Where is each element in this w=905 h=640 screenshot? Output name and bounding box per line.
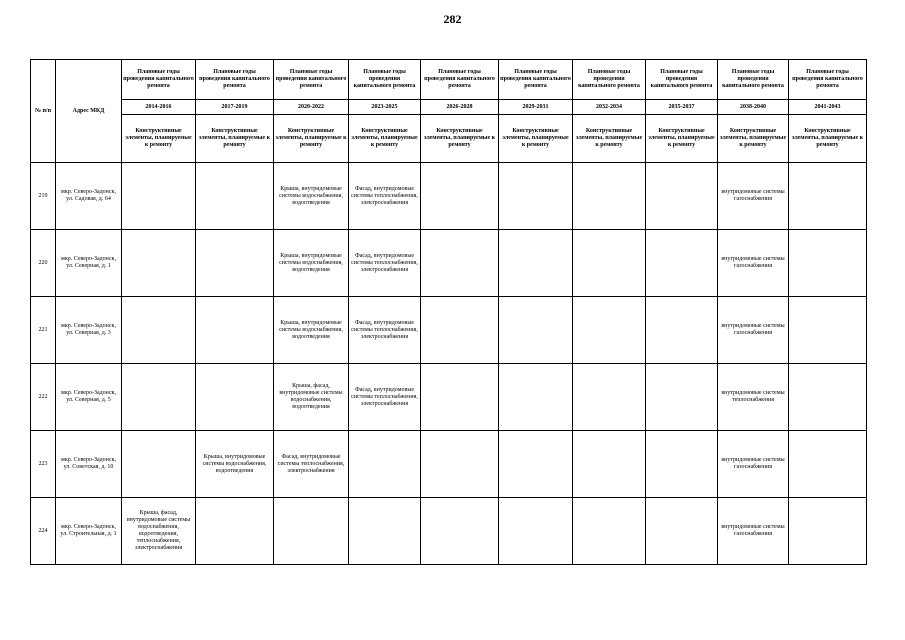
row-cell-2035-2037 (646, 498, 718, 565)
row-cell-2029-2031 (499, 297, 573, 364)
row-cell-2017-2019 (196, 230, 274, 297)
row-number: 222 (31, 364, 56, 431)
row-cell-2023-2025 (349, 498, 421, 565)
header-plan-label: Плановые годы проведения капитального ремонта (646, 60, 718, 100)
row-cell-2038-2040: внутридомовые системы газоснабжения (718, 230, 789, 297)
table-body (31, 163, 867, 565)
row-cell-2032-2034 (573, 431, 646, 498)
row-cell-2032-2034 (573, 498, 646, 565)
row-cell-2014-2016 (122, 230, 196, 297)
row-number: 224 (31, 498, 56, 565)
row-cell-2038-2040: внутридомовые системы газоснабжения (718, 431, 789, 498)
header-years: 2029-2031 (499, 100, 573, 115)
capital-repair-plan-table (30, 59, 867, 565)
row-cell-2029-2031 (499, 163, 573, 230)
row-cell-2017-2019 (196, 498, 274, 565)
row-address: мкр. Северо-Задонск, ул. Северная, д. 3 (56, 297, 122, 364)
row-cell-2035-2037 (646, 431, 718, 498)
row-cell-2038-2040: внутридомовые системы теплоснабжения (718, 364, 789, 431)
header-address: Адрес МКД (56, 60, 122, 163)
row-cell-2014-2016: Крыша, фасад, внутридомовые системы водоснабжения, водоотведения, теплоснабжения, электроснабжения (122, 498, 196, 565)
row-cell-2020-2022: Фасад, внутридомовые системы теплоснабжения, электроснабжения (274, 431, 349, 498)
row-cell-2014-2016 (122, 297, 196, 364)
row-cell-2014-2016 (122, 364, 196, 431)
row-cell-2026-2028 (421, 364, 499, 431)
row-cell-2041-2043 (789, 498, 867, 565)
row-cell-2029-2031 (499, 431, 573, 498)
row-cell-2032-2034 (573, 163, 646, 230)
row-cell-2038-2040: внутридомовые системы газоснабжения (718, 498, 789, 565)
row-number: 223 (31, 431, 56, 498)
header-years: 2032-2034 (573, 100, 646, 115)
header-elements: Конструктивные элементы, планируемые к ремонту (421, 115, 499, 163)
row-address: мкр. Северо-Задонск, ул. Советская, д. 10 (56, 431, 122, 498)
header-plan-label: Плановые годы проведения капитального ремонта (573, 60, 646, 100)
row-address: мкр. Северо-Задонск, ул. Северная, д. 1 (56, 230, 122, 297)
row-cell-2041-2043 (789, 163, 867, 230)
header-plan-label: Плановые годы проведения капитального ремонта (499, 60, 573, 100)
row-address: мкр. Северо-Задонск, ул. Северная, д. 5 (56, 364, 122, 431)
header-elements: Конструктивные элементы, планируемые к ремонту (122, 115, 196, 163)
row-cell-2017-2019 (196, 364, 274, 431)
header-years: 2020-2022 (274, 100, 349, 115)
header-plan-label: Плановые годы проведения капитального ремонта (718, 60, 789, 100)
table-row (31, 364, 867, 431)
table-row (31, 230, 867, 297)
row-cell-2026-2028 (421, 297, 499, 364)
row-cell-2038-2040: внутридомовые системы газоснабжения (718, 163, 789, 230)
header-plan-label: Плановые годы проведения капитального ремонта (274, 60, 349, 100)
row-cell-2014-2016 (122, 431, 196, 498)
row-cell-2020-2022: Крыша, внутридомовые системы водоснабжения, водоотведения (274, 163, 349, 230)
row-cell-2029-2031 (499, 364, 573, 431)
row-cell-2020-2022: Крыша, фасад, внутридомовые системы водоснабжения, водоотведения (274, 364, 349, 431)
row-cell-2041-2043 (789, 431, 867, 498)
row-cell-2017-2019: Крыша, внутридомовые системы водоснабжения, водоотведения (196, 431, 274, 498)
row-cell-2035-2037 (646, 230, 718, 297)
row-cell-2014-2016 (122, 163, 196, 230)
header-years: 2038-2040 (718, 100, 789, 115)
header-elements: Конструктивные элементы, планируемые к ремонту (274, 115, 349, 163)
row-cell-2041-2043 (789, 364, 867, 431)
header-elements: Конструктивные элементы, планируемые к ремонту (789, 115, 867, 163)
row-number: 219 (31, 163, 56, 230)
header-elements: Конструктивные элементы, планируемые к ремонту (349, 115, 421, 163)
header-num: № п/п (31, 60, 56, 163)
row-cell-2032-2034 (573, 364, 646, 431)
row-cell-2020-2022: Крыша, внутридомовые системы водоснабжения, водоотведения (274, 297, 349, 364)
header-elements: Конструктивные элементы, планируемые к ремонту (196, 115, 274, 163)
row-cell-2038-2040: внутридомовые системы газоснабжения (718, 297, 789, 364)
row-cell-2041-2043 (789, 230, 867, 297)
row-cell-2017-2019 (196, 297, 274, 364)
row-address: мкр. Северо-Задонск, ул. Садовая, д. 64 (56, 163, 122, 230)
header-plan-label: Плановые годы проведения капитального ремонта (196, 60, 274, 100)
row-number: 221 (31, 297, 56, 364)
header-elements: Конструктивные элементы, планируемые к ремонту (718, 115, 789, 163)
row-cell-2026-2028 (421, 498, 499, 565)
row-cell-2017-2019 (196, 163, 274, 230)
row-number: 220 (31, 230, 56, 297)
row-cell-2032-2034 (573, 230, 646, 297)
row-cell-2026-2028 (421, 163, 499, 230)
row-address: мкр. Северо-Задонск, ул. Строительная, д. 1 (56, 498, 122, 565)
table-row (31, 498, 867, 565)
page-number: 282 (443, 12, 462, 26)
row-cell-2029-2031 (499, 498, 573, 565)
header-elements: Конструктивные элементы, планируемые к ремонту (499, 115, 573, 163)
row-cell-2035-2037 (646, 297, 718, 364)
row-cell-2023-2025: Фасад, внутридомовые системы теплоснабжения, электроснабжения (349, 297, 421, 364)
header-elements: Конструктивные элементы, планируемые к ремонту (573, 115, 646, 163)
header-years: 2017-2019 (196, 100, 274, 115)
row-cell-2020-2022 (274, 498, 349, 565)
row-cell-2029-2031 (499, 230, 573, 297)
table-row (31, 297, 867, 364)
header-years: 2014-2016 (122, 100, 196, 115)
row-cell-2026-2028 (421, 431, 499, 498)
header-plan-label: Плановые годы проведения капитального ремонта (789, 60, 867, 100)
header-plan-label: Плановые годы проведения капитального ремонта (122, 60, 196, 100)
row-cell-2023-2025: Фасад, внутридомовые системы теплоснабжения, электроснабжения (349, 230, 421, 297)
table-row (31, 163, 867, 230)
header-elements: Конструктивные элементы, планируемые к ремонту (646, 115, 718, 163)
table-row (31, 431, 867, 498)
header-plan-label: Плановые годы проведения капитального ремонта (421, 60, 499, 100)
row-cell-2035-2037 (646, 364, 718, 431)
header-years: 2026-2028 (421, 100, 499, 115)
header-years: 2041-2043 (789, 100, 867, 115)
row-cell-2023-2025: Фасад, внутридомовые системы теплоснабжения, электроснабжения (349, 364, 421, 431)
header-plan-label: Плановые годы проведения капитального ремонта (349, 60, 421, 100)
row-cell-2032-2034 (573, 297, 646, 364)
row-cell-2023-2025 (349, 431, 421, 498)
header-years: 2035-2037 (646, 100, 718, 115)
row-cell-2020-2022: Крыша, внутридомовые системы водоснабжения, водоотведения (274, 230, 349, 297)
row-cell-2023-2025: Фасад, внутридомовые системы теплоснабжения, электроснабжения (349, 163, 421, 230)
row-cell-2035-2037 (646, 163, 718, 230)
row-cell-2026-2028 (421, 230, 499, 297)
row-cell-2041-2043 (789, 297, 867, 364)
header-years: 2023-2025 (349, 100, 421, 115)
